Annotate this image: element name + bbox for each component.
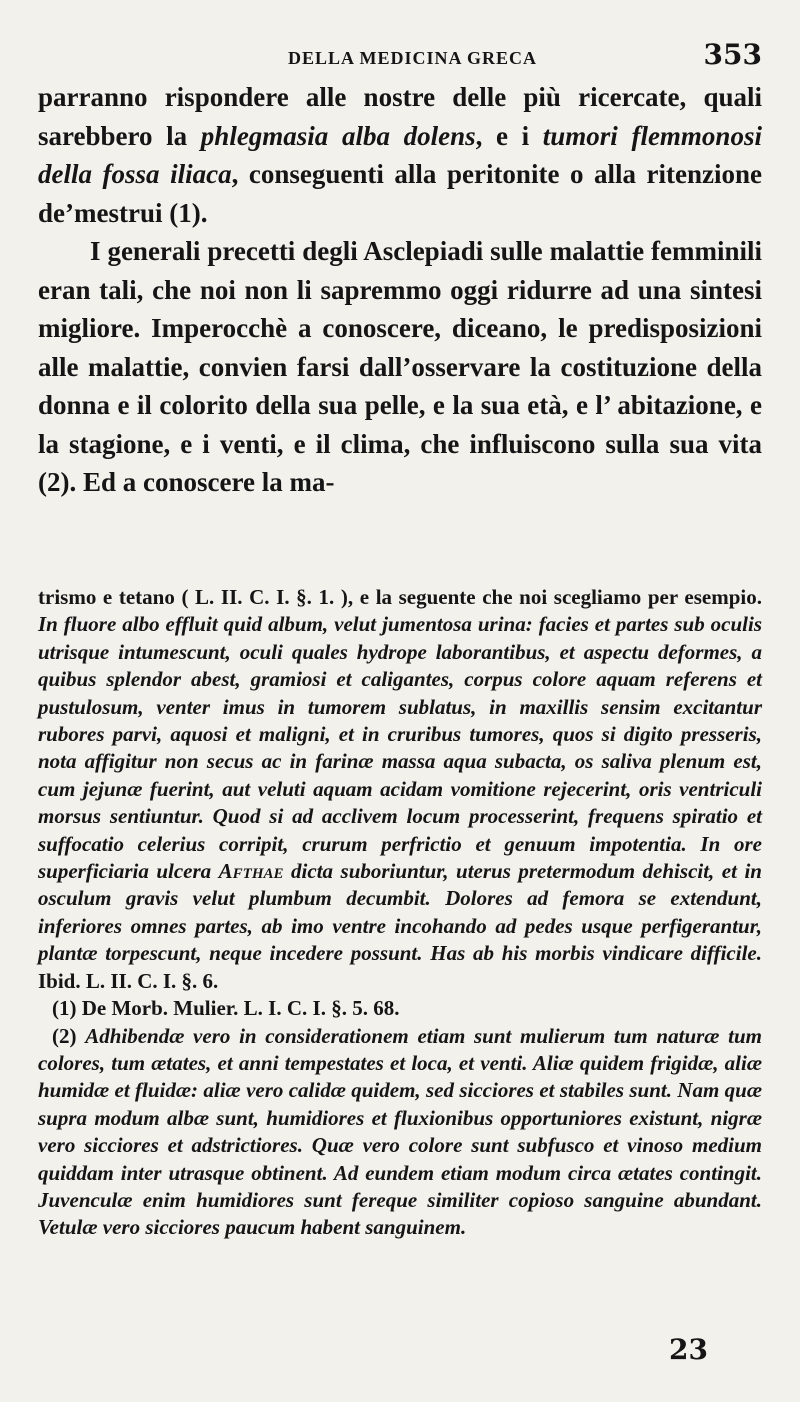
cont-text-a: trismo e tetano ( L. II. C. I. §. 1. ), e la seguente che noi scegliamo per esempio. xyxy=(38,585,762,609)
footnote-2 xyxy=(38,1023,762,1242)
paragraph-2: I generali precetti degli Asclepiadi sulle malattie femminili eran tali, che noi non li sapremmo oggi ridurre ad una sintesi migliore. Imperocchè a conoscere, diceano, le predisposizioni alle malattie, convien farsi dall’osservare la costituzione della donna e il colorito della sua pelle, e la sua età, e l’ abitazione, e la stagione, e i venti, e il clima, che influiscono sulla sua vita (2). Ed a conoscere la ma- xyxy=(38,236,762,497)
footnote-2-marker: (2) xyxy=(52,1023,86,1048)
cont-latin-quote: In fluore albo effluit quid album, velut jumentosa urina: facies et partes sub oculis utrisque intumescunt, oculi quales hydrope laborantibus, et aspectu deformes, a quibus splendor abest, gramiosi et caligantes, corpus colore aquam referens et pustulosum, venter imus in tumorem sublatus, in maxillis sensim excitantur rubores parvi, aquosi et maligni, et in cruribus tumores, quos si digito presseris, nota affigitur non secus ac in farinæ massa aqua subacta, os saliva plenum est, cum jejunæ fuerint, aut veluti aquam acidam vomitione rejecerint, oris ventriculi morsus sentiuntur. Quod si ad acclivem locum processerint, frequens spiratio et suffocatio celerius corripit, crurum perfrictio et genuum impotentia. In ore superficiaria ulcera xyxy=(38,612,762,884)
main-text xyxy=(38,78,762,502)
cont-afthae: Afthae xyxy=(218,859,284,884)
p1-text-e: , conseguenti alla peritonite o alla ritenzione de’mestrui (1). xyxy=(38,159,763,228)
footnote-2-text: Adhibendæ vero in considerationem etiam sunt mulierum tum naturæ tum colores, tum ætates, et anni tempestates et loca, et venti. Aliæ quidem frigidæ, aliæ humidæ et fluidæ: aliæ vero calidæ quidem, sed sicciores et stabiles sunt. Nam quæ supra modum albæ sunt, humidiores et fluxionibus opportuniores existunt, nigræ vero sicciores et adstrictiores. Quæ vero colore sunt subfusco et vinoso medium quiddam inter utrasque obtinent. Ad eundem etiam modum circa ætates contingit. Juvenculæ enim humidiores sunt fereque similiter copioso sanguine abundant. Vetulæ vero sicciores paucum habent sanguinem. xyxy=(38,1023,762,1240)
signature-mark: 23 xyxy=(669,1333,708,1366)
footnote-continuation xyxy=(38,584,762,995)
p1-italic-tumori: tumori flemmonosi della fossa iliaca xyxy=(38,120,762,189)
cont-citation: Ibid. L. II. C. I. §. 6. xyxy=(38,968,219,993)
page-header xyxy=(38,38,762,74)
cont-latin-quote-2: dicta suboriuntur, uterus pretermodum dehiscit, et in osculum gravis velut plumbum decumbit. Dolores ad femora se extendunt, inferiores omnes partes, ab imo ventre incohando ad pedes usque perfigerantur, plantæ torpescunt, neque incedere possunt. Has ab his morbis vindicare difficile. xyxy=(38,859,762,966)
footnotes-section xyxy=(38,584,762,1242)
paragraph-1 xyxy=(38,78,762,232)
running-head: DELLA MEDICINA GRECA xyxy=(288,48,538,68)
p1-italic-phlegmasia: phlegmasia alba dolens xyxy=(200,120,476,151)
p1-text-c: , e i xyxy=(475,120,543,151)
page-number: 353 xyxy=(703,38,762,71)
footnote-1: (1) De Morb. Mulier. L. I. C. I. §. 5. 68. xyxy=(52,996,400,1021)
p1-text-a: parranno rispondere alle nostre delle più ricercate, quali sarebbero la xyxy=(38,82,762,151)
